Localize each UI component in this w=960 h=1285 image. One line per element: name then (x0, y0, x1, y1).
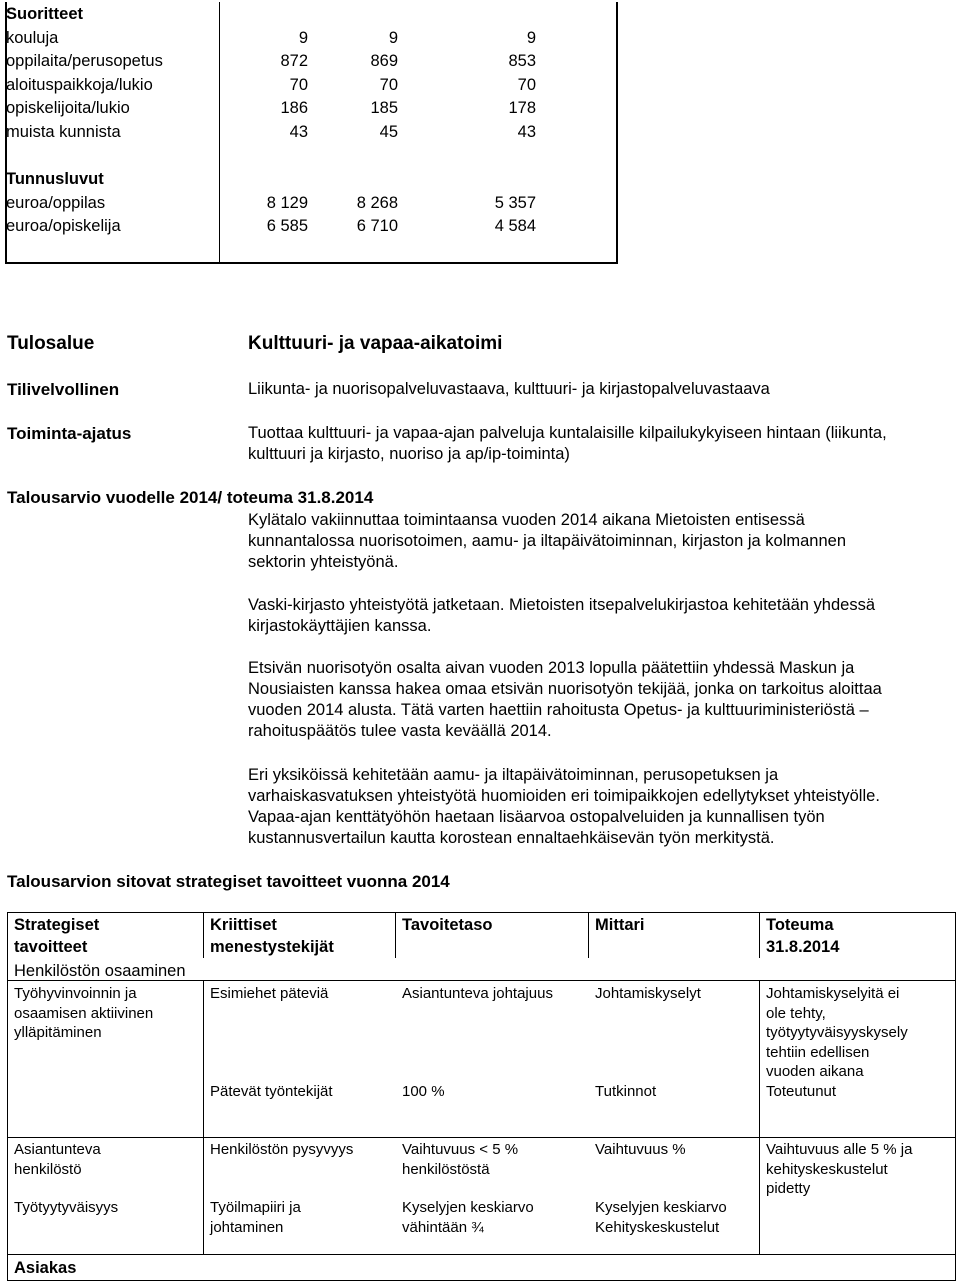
table-rule (759, 1137, 760, 1254)
stats-value: 45 (379, 123, 398, 141)
stats-row (6, 29, 606, 51)
stats-label: Suoritteet (6, 5, 84, 23)
tulosalue-label: Tulosalue (7, 333, 95, 354)
table-cell (595, 984, 701, 1004)
budget-paragraph-line: Vapaa-ajan kenttätyöhön haetaan lisäarvoa ostopalveluiden ja kunnallisen työn (248, 808, 825, 826)
stats-value: 70 (379, 75, 398, 94)
budget-paragraph (248, 658, 960, 742)
stats-label: kouluja (6, 28, 59, 47)
table-cell (402, 1198, 534, 1237)
column-header-line: Tavoitetaso (402, 916, 493, 934)
budget-paragraph-line: varhaiskasvatuksen yhteistyötä huomioiden eri toimipaikkojen edellytykset yhteistyölle. (248, 787, 880, 805)
budget-paragraph-line: Nousiaisten kanssa hakea omaa etsivän nuorisotyön tekijää, jonka on tarkoitus aloittaa (248, 680, 882, 698)
stats-label: opiskelijoita/lukio (6, 99, 130, 118)
budget-paragraph (248, 595, 960, 637)
table-cell-line: pidetty (766, 1180, 811, 1197)
table-cell (210, 1082, 333, 1102)
table-cell (402, 1082, 445, 1102)
stats-row (6, 217, 606, 239)
stats-value: 4 584 (494, 217, 536, 236)
stats-row (6, 123, 606, 145)
column-header (14, 914, 99, 958)
budget-paragraph-line: Etsivän nuorisotyön osalta aivan vuoden 2013 lopulla päätettiin yhdessä Maskun ja (248, 659, 855, 677)
budget-paragraph (248, 765, 960, 849)
table-cell (14, 1140, 101, 1179)
column-header-line: menestystekijät (210, 938, 334, 956)
table-cell-line: Pätevät työntekijät (210, 1083, 333, 1100)
table-cell-line: vuoden aikana (766, 1063, 864, 1080)
toiminta-ajatus-label: Toiminta-ajatus (7, 424, 132, 443)
stats-value: 9 (298, 28, 308, 47)
table-cell (210, 984, 328, 1004)
column-header (210, 914, 334, 958)
stats-value: 872 (280, 52, 308, 71)
budget-paragraph-line: Vaski-kirjasto yhteistyötä jatketaan. Mietoisten itsepalvelukirjastoa kehitetään yhdessä (248, 596, 876, 614)
table-cell (14, 984, 153, 1043)
table-rule (203, 912, 204, 958)
section-label: Henkilöstön osaaminen (14, 962, 186, 980)
table-cell-line: Esimiehet päteviä (210, 985, 329, 1002)
table-cell-line: Asiantunteva johtajuus (402, 985, 553, 1002)
stats-value: 853 (508, 52, 536, 71)
stats-label: oppilaita/perusopetus (6, 52, 163, 71)
table-rule (588, 912, 589, 958)
table-rule (203, 1137, 204, 1254)
table-cell-line: ole tehty, (766, 1004, 826, 1022)
stats-value: 6 710 (356, 217, 398, 236)
table-rule (7, 1280, 955, 1281)
stats-value: 43 (517, 123, 536, 141)
table-cell (402, 1140, 518, 1179)
stats-row (6, 147, 606, 169)
table-cell-line: tehtiin edellisen (766, 1043, 870, 1061)
stats-label: euroa/opiskelija (6, 217, 121, 236)
column-header-line: tavoitteet (14, 938, 88, 956)
stats-value: 185 (370, 99, 398, 118)
column-header-line: Mittari (595, 916, 645, 934)
table-cell-line: Työilmapiiri ja (210, 1199, 301, 1216)
stats-value: 9 (388, 28, 398, 47)
stats-row (6, 76, 606, 98)
table-cell-line: Vaihtuvuus % (595, 1141, 686, 1158)
stats-value: 178 (508, 99, 536, 118)
table-rule (203, 980, 204, 1137)
table-cell-line: henkilöstöstä (402, 1160, 490, 1178)
stats-value: 5 357 (494, 193, 536, 212)
column-header-line: Kriittiset (210, 916, 277, 934)
budget-paragraph-line: sektorin yhteistyönä. (248, 553, 399, 571)
table-cell (402, 984, 553, 1004)
table-rule (759, 980, 760, 1137)
column-header (766, 914, 839, 958)
table-cell-line: Toteutunut (766, 1083, 837, 1100)
table-cell-line: kehityskeskustelut (766, 1160, 888, 1178)
budget-paragraph-line: rahoituspäätös tulee vasta keväällä 2014. (248, 722, 552, 740)
stats-label: euroa/oppilas (6, 193, 106, 212)
table-cell (595, 1198, 727, 1237)
table-cell (595, 1140, 686, 1160)
budget-paragraph-line: Kylätalo vakiinnuttaa toimintaansa vuoden 2014 aikana Mietoisten entisessä (248, 511, 805, 529)
stats-label: muista kunnista (6, 123, 121, 141)
table-cell-line: Vaihtuvuus < 5 % (402, 1141, 519, 1158)
stats-value: 8 129 (266, 193, 308, 212)
stats-value: 869 (370, 52, 398, 71)
stats-row (6, 5, 606, 27)
table-cell-line: ylläpitäminen (14, 1024, 102, 1041)
budget-paragraph-line: vuoden 2014 alusta. Tätä varten haettiin rahoitusta Opetus- ja kulttuuriministeriöstä – (248, 701, 869, 719)
budget-paragraph-line: kirjastokäyttäjien kanssa. (248, 617, 432, 635)
table-cell-line: Kehityskeskustelut (595, 1218, 720, 1236)
table-rule (7, 1254, 955, 1255)
table-rule (395, 912, 396, 958)
table-rule (955, 912, 956, 1281)
column-header (595, 914, 645, 936)
table-cell-line: osaamisen aktiivinen (14, 1004, 154, 1022)
stats-value: 9 (526, 28, 536, 47)
table-cell-line: työtyytyväisyyskysely (766, 1024, 908, 1041)
table-cell (595, 1082, 656, 1102)
column-header-line: 31.8.2014 (766, 938, 840, 956)
table-cell (14, 1198, 118, 1218)
table-rule (759, 912, 760, 958)
table-cell-line: vähintään ¾ (402, 1218, 484, 1236)
table-rule (7, 1137, 955, 1138)
budget-paragraph-line: kunnantalossa nuorisotoimen, aamu- ja iltapäivätoiminnan, kirjaston ja kolmannen (248, 532, 847, 550)
stats-label: aloituspaikkoja/lukio (6, 75, 153, 94)
table-cell (766, 1082, 836, 1102)
stats-value: 8 268 (356, 193, 398, 212)
table-cell-line: 100 % (402, 1083, 445, 1100)
table-cell-line: Kyselyjen keskiarvo (402, 1199, 534, 1216)
tilivelvollinen-value: Liikunta- ja nuorisopalveluvastaava, kulttuuri- ja kirjastopalveluvastaava (248, 380, 770, 398)
table-cell (210, 1198, 301, 1237)
table-cell-line: Vaihtuvuus alle 5 % ja (766, 1141, 913, 1158)
stats-value: 6 585 (266, 217, 308, 236)
stats-value: 43 (289, 123, 308, 141)
toiminta-ajatus-line-1: Tuottaa kulttuuri- ja vapaa-ajan palveluja kuntalaisille kilpailukykyiseen hintaan (liikunta, (248, 424, 887, 442)
stats-value: 70 (289, 75, 308, 94)
table-rule (7, 912, 955, 913)
stats-label: Tunnusluvut (6, 170, 104, 189)
table-cell-line: Johtamiskyselyitä ei (766, 985, 900, 1002)
stats-row (6, 194, 606, 216)
table-cell-line: johtaminen (210, 1218, 284, 1236)
stats-row (6, 52, 606, 74)
table-cell (766, 984, 908, 1082)
column-header (402, 914, 492, 936)
budget-paragraph-line: Eri yksiköissä kehitetään aamu- ja iltapäivätoiminnan, perusopetuksen ja (248, 766, 779, 784)
column-header-line: Toteuma (766, 916, 834, 934)
stats-row (6, 170, 606, 192)
stats-value: 186 (280, 99, 308, 118)
table-cell-line: Asiantunteva (14, 1141, 101, 1158)
column-header-line: Strategiset (14, 916, 100, 934)
table-cell-line: Johtamiskyselyt (595, 985, 701, 1002)
table-rule (7, 912, 8, 1281)
stats-row (6, 99, 606, 121)
budget-heading: Talousarvio vuodelle 2014/ toteuma 31.8.2014 (7, 488, 374, 507)
tilivelvollinen-label: Tilivelvollinen (7, 380, 120, 399)
goals-heading: Talousarvion sitovat strategiset tavoitteet vuonna 2014 (7, 872, 450, 891)
table-cell-line: henkilöstö (14, 1160, 82, 1178)
budget-paragraph (248, 510, 960, 573)
table-cell-line: Kyselyjen keskiarvo (595, 1199, 727, 1216)
section-label: Asiakas (14, 1259, 77, 1277)
table-cell-line: Työtyytyväisyys (14, 1199, 119, 1216)
table-cell (766, 1140, 912, 1199)
budget-paragraph-line: kustannusvertailun kautta korostean ennaltaehkäisevän työn merkitystä. (248, 829, 775, 847)
toiminta-ajatus-line-2: kulttuuri ja kirjasto, nuoriso ja ap/ip-toiminta) (248, 445, 570, 463)
table-cell-line: Tutkinnot (595, 1083, 657, 1100)
table-cell-line: Työhyvinvoinnin ja (14, 985, 137, 1002)
table-cell (210, 1140, 353, 1160)
table-cell-line: Henkilöstön pysyvyys (210, 1141, 354, 1158)
tulosalue-value: Kulttuuri- ja vapaa-aikatoimi (248, 333, 503, 354)
stats-value: 70 (517, 75, 536, 94)
